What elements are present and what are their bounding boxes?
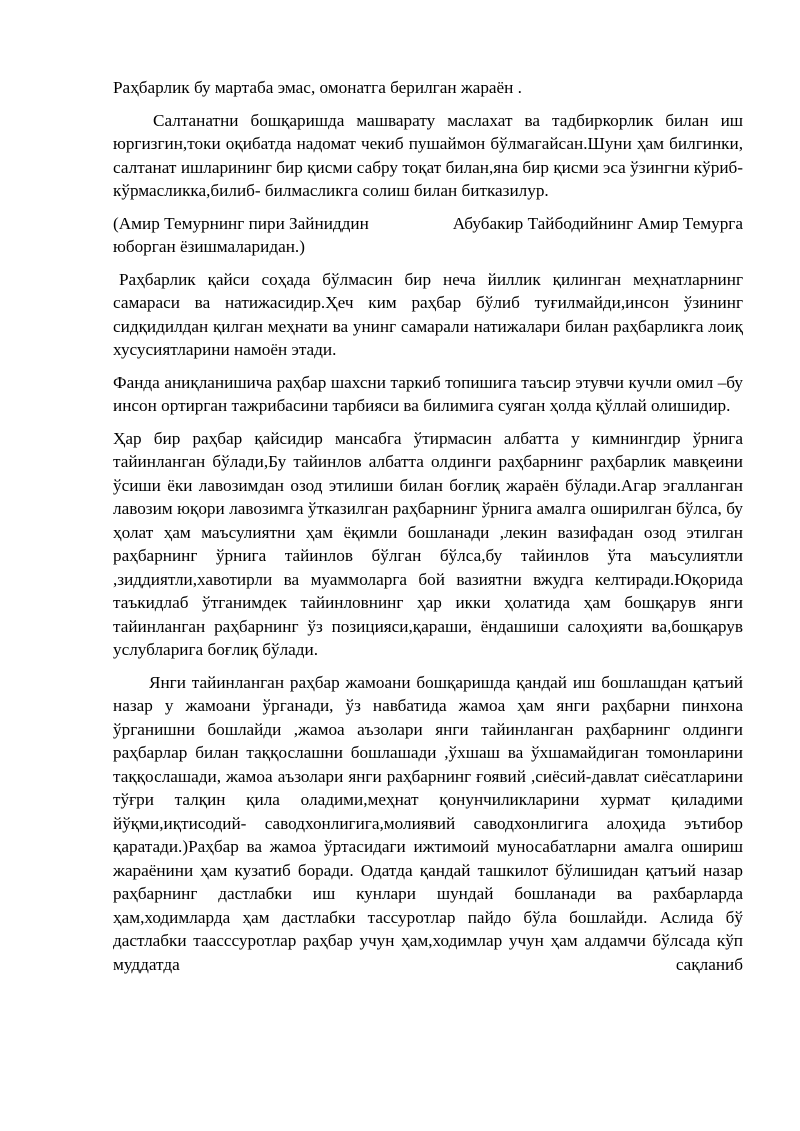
paragraph-heading-line: Раҳбарлик бу мартаба эмас, омонатга берилган жараён . — [113, 78, 522, 97]
document-page — [113, 76, 743, 985]
paragraph-citation — [113, 212, 743, 259]
citation-line-1-right: Абубакир Тайбодийнинг Амир Темурга — [452, 213, 743, 233]
paragraph-quote: Салтанатни бошқаришда машварату маслахат ва тадбиркорлик билан иш юргизгин,токи оқибатда надомат чекиб пушаймон бўлмагайсан.Шуни ҳам билгинки, салтанат ишларининг бир қисми сабру тоқат билан,яна бир қисми эса ўзингни кўриб- кўрмасликка,билиб- билмасликга солиш билан битказилур. — [113, 110, 743, 200]
paragraph-appointment: Ҳар бир раҳбар қайсидир мансабга ўтирмасин албатта у кимнингдир ўрнига тайинланган бўлади,Бу тайинлов албатта олдинги раҳбарнинг раҳбарлик мавқеини ўсиши ёки лавозимдан озод этилиши билан боғлиқ жараён бўлади.Агар эгалланган лавозим юқори лавозимга ўтказилган раҳбарнинг ўрнига амалга оширилган бўлса, бу ҳолат ҳам маъсулиятни ҳам ёқимли бошланади ,лекин вазифадан озод этилган раҳбарнинг ўрнига тайинлов бўлган бўлса,бу тайинлов ўта маъсулиятли ,зиддиятли,хавотирли ва муаммоларга бой вазиятни вжудга келтиради.Юқорида таъкидлаб ўтганимдек тайинловнинг ҳар икки ҳолатида ҳам бошқарув янги тайинланган раҳбарнинг ўз позицияси,қараши, ёндашиши салоҳияти ва,бошқарув услубларига боғлиқ бўлади. — [113, 428, 743, 659]
citation-line-2: юборган ёзишмаларидан.) — [113, 237, 305, 256]
paragraph-new-leader: Янги тайинланган раҳбар жамоани бошқаришда қандай иш бошлашдан қатъий назар у жамоани ўрганади, ўз навбатида жамоа ҳам янги раҳбарни пинхона ўрганишни бошлайди ,жамоа аъзолари янги тайинланган раҳбарнинг олдинги раҳбарлар билан таққослашни бошлашади ,ўхшаш ва ўхшамайдиган томонларини таққослашади, жамоа аъзолари янги раҳбарнинг ғоявий ,сиёсий-давлат сиёсатларини тўғри талқин қила оладими,меҳнат қонунчиликларини хурмат қиладими йўқми,иқтисодий- саводхонлигига,молиявий саводхонлигига алоҳида эътибор қаратади.)Раҳбар ва жамоа ўртасидаги ижтимоий муносабатларни амалга ошириш жараёнини ҳам кузатиб боради. Одатда қандай ташкилот бўлишидан қатъий назар раҳбарнинг дастлабки иш кунлари шундай бошланади ва рахбарларда ҳам,ходимларда ҳам дастлабки тассуротлар пайдо бўла бошлайди. Аслида бў дастлабки таасссуротлар раҳбар учун ҳам,ходимлар учун ҳам алдамчи бўлсада кўп муддатда сақланиб — [113, 672, 743, 974]
citation-line-1-left: (Амир Темурнинг пири Зайниддин — [113, 213, 369, 233]
paragraph-leadership-fruit: Раҳбарлик қайси соҳада бўлмасин бир неча йиллик қилинган меҳнатларнинг самараси ва натижасидир.Ҳеч ким раҳбар бўлиб туғилмайди,инсон ўзининг сидқидилдан қилган меҳнати ва унинг самарали натижалари билан раҳбарликга лоиқ хусусиятларини намоён этади. — [113, 269, 743, 359]
citation-line-1 — [113, 212, 743, 236]
paragraph-science-finding: Фанда аниқланишича раҳбар шахсни таркиб топишига таъсир этувчи кучли омил –бу инсон ортирган тажрибасини тарбияси ва билимига суяган ҳолда қўллай олишидир. — [113, 372, 743, 415]
